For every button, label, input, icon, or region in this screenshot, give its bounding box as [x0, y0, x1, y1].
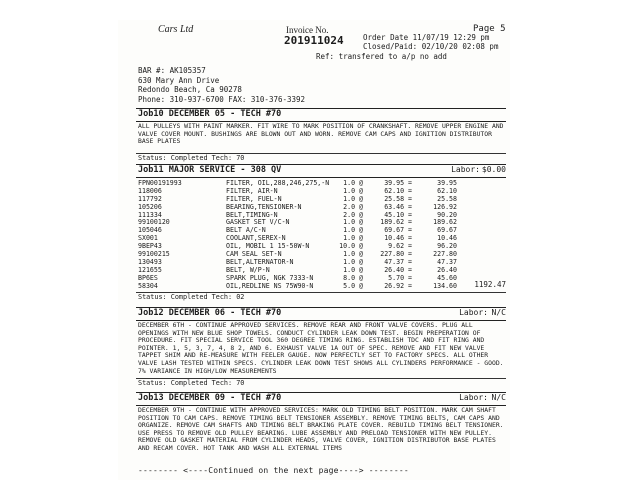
job-12-header — [136, 307, 506, 321]
invoice-number: 201911024 — [284, 34, 344, 47]
part-number: 117792 — [138, 194, 162, 203]
part-unit-price: 25.58 = — [384, 194, 412, 203]
part-unit-price: 9.62 = — [388, 242, 412, 251]
part-unit-price: 10.46 = — [384, 234, 412, 243]
part-description: OIL, MOBIL 1 15-50W-N — [226, 242, 310, 251]
part-number: 9BEP43 — [138, 242, 162, 251]
part-number: 111334 — [138, 210, 162, 219]
job-12 — [136, 307, 506, 387]
part-description: BEARING,TENSIONER-N — [226, 202, 302, 211]
part-description: BELT, W/P-N — [226, 265, 270, 274]
part-number: FPN00191993 — [138, 179, 182, 187]
part-unit-price: 189.62 = — [380, 218, 412, 227]
part-number: 130493 — [138, 257, 162, 266]
part-description: BELT A/C-N — [226, 226, 266, 235]
customer-block — [138, 66, 305, 104]
part-unit-price: 45.10 = — [384, 210, 412, 219]
job-12-title: Job12 DECEMBER 06 - TECH #70 — [138, 308, 282, 318]
job-12-labor-value: N/C — [491, 308, 506, 317]
address-line-2: Redondo Beach, Ca 90278 — [138, 85, 242, 94]
part-quantity: 5.0 @ — [343, 281, 363, 290]
part-number: 58304 — [138, 281, 158, 290]
part-extended-price: 62.10 — [437, 186, 457, 195]
part-description: FILTER, AIR-N — [226, 186, 278, 195]
part-extended-price: 25.58 — [437, 194, 457, 203]
part-unit-price: 26.92 = — [384, 281, 412, 290]
part-quantity: 1.0 @ — [343, 234, 363, 243]
part-number: 121655 — [138, 265, 162, 274]
part-number: 99100120 — [138, 218, 170, 227]
part-description: BELT,ALTERNATOR-N — [226, 257, 294, 266]
continued-footer: -------- <----Continued on the next page----> -------- — [138, 466, 409, 475]
part-number: SX001 — [138, 234, 158, 243]
job-13-description: DECEMBER 9TH - CONTINUE WITH APPROVED SERVICES: MARK OLD TIMING BELT POSITION. MARK CAM SHAFT POSITION TO CAM CAPS. REMOVE TIMING BELT TENSIONER ASSEMBLY. REMOVE TIMING BELTS, CAM CAPS AND ORGANIZE. REMOVE CAM SHAFTS AND TIMING BELT BRAKING PLATE COVER. REBUILD TIMING BELT TENSIONER. USE PRESS TO REMOVE OLD PULLEY BEARING. LUBE ASSEMBLY AND PRELOAD TENSIONER WITH NEW PULLEY. REMOVE OLD GASKET MATERIAL FROM CYLINDER HEADS, VALVE COVER, IGNITION DISTRIBUTOR BASE PLATES AND RECAM COVER. HOT TANK AND WASH ALL EXTERNAL ITEMS — [138, 406, 504, 452]
part-quantity: 1.0 @ — [343, 186, 363, 195]
bar-number: BAR #: AK105357 — [138, 66, 206, 75]
job-13-labor-value: N/C — [491, 393, 506, 402]
part-extended-price: 227.80 — [433, 250, 457, 259]
part-description: BELT,TIMING-N — [226, 210, 278, 219]
job-11-labor-value: $0.00 — [481, 165, 506, 174]
job-11-title: Job11 MAJOR SERVICE - 308 QV — [138, 165, 282, 175]
part-unit-price: 69.67 = — [384, 226, 412, 235]
job-11 — [136, 164, 506, 301]
job-12-labor-label: Labor: — [459, 308, 488, 317]
part-unit-price: 39.95 = — [384, 179, 412, 187]
part-unit-price: 47.37 = — [384, 257, 412, 266]
part-quantity: 1.0 @ — [343, 218, 363, 227]
job-12-description: DECEMBER 6TH - CONTINUE APPROVED SERVICES. REMOVE REAR AND FRONT VALVE COVERS. PLUG ALL OPENINGS WITH NEW BLUE SHOP TOWELS. CONDUCT CYLINDER LEAK DOWN TEST. BEGIN PREPERATION OF PROCEDURE. FIT SPECIAL SERVICE TOOL 360 DEGREE TIMING RING. ESTABLISH TDC AND FIT RING AND POINTER. 1, 5, 3, 7, 4, 8 2, AND 6. EXHAUST VALVE 1A OUT OF SPEC. REMOVE AND FIT NEW VALVE TAPPET SHIM AND RE-MEASURE WITH FEELER GAUGE. NOW PERFECTLY SET TO FACTORY SPECS. ALL OTHER VALVE LASH TESTED WITHIN SPECS. CYLINDER LEAK DOWN TEST SHOWS ALL CYLINDERS PERFORMANCE - GOOD. 7% VARIANCE IN HIGH/LOW MEASUREMENTS — [138, 321, 504, 375]
part-description: GASKET SET V/C-N — [226, 218, 290, 227]
part-number: 99100215 — [138, 250, 170, 259]
part-extended-price: 45.60 — [437, 273, 457, 282]
part-unit-price: 63.46 = — [384, 202, 412, 211]
job-10-description: ALL PULLEYS WITH PAINT MARKER. FIT WIRE TO MARK POSITION OF CRANKSHAFT. REMOVE UPPER ENGINE AND VALVE COVER MOUNT. BUSHINGS ARE BLOWN OUT AND WORN. REMOVE CAM CAPS AND IGNITION DISTRIBUTOR BASE PLATES — [138, 122, 504, 146]
part-extended-price: 126.92 — [433, 202, 457, 211]
part-extended-price: 26.40 — [437, 265, 457, 274]
address-line-1: 630 Mary Ann Drive — [138, 75, 220, 85]
part-quantity: 1.0 @ — [343, 257, 363, 266]
part-extended-price: 10.46 — [437, 234, 457, 243]
part-description: SPARK PLUG, NGK 7333-N — [226, 273, 314, 282]
job-13 — [136, 392, 506, 454]
part-quantity: 1.0 @ — [343, 265, 363, 274]
part-quantity: 1.0 @ — [343, 250, 363, 259]
reference-note: Ref: transfered to a/p no add — [316, 52, 447, 61]
company-name: Cars Ltd — [158, 24, 194, 35]
part-unit-price: 26.40 = — [384, 265, 412, 274]
job-10-header — [136, 108, 506, 122]
part-quantity: 1.0 @ — [343, 194, 363, 203]
part-extended-price: 96.20 — [437, 242, 457, 251]
part-quantity: 1.0 @ — [343, 226, 363, 235]
closed-paid-date: Closed/Paid: 02/10/20 02:08 pm — [363, 42, 499, 51]
part-number: BP6ES — [138, 273, 158, 282]
part-extended-price: 134.60 — [433, 281, 457, 290]
part-quantity: 2.0 @ — [343, 210, 363, 219]
part-quantity: 8.0 @ — [343, 273, 363, 282]
job-12-status: Status: Completed Tech: 70 — [136, 378, 506, 387]
part-quantity: 1.0 @ — [343, 179, 363, 187]
job-13-header — [136, 392, 506, 406]
job-11-labor-label: Labor: — [451, 165, 480, 174]
part-extended-price: 90.20 — [437, 210, 457, 219]
part-description: OIL,REDLINE NS 75W90-N — [226, 281, 314, 290]
job-11-header — [136, 164, 506, 178]
part-extended-price: 189.62 — [433, 218, 457, 227]
part-description: CAM SEAL SET-N — [226, 250, 282, 259]
part-extended-price: 47.37 — [437, 257, 457, 266]
part-extended-price: 69.67 — [437, 226, 457, 235]
invoice-label: Invoice No. — [286, 25, 329, 35]
part-number: 105206 — [138, 202, 162, 211]
part-unit-price: 5.70 = — [388, 273, 412, 282]
page-number: Page 5 — [473, 24, 506, 34]
job-10-title: Job10 DECEMBER 05 - TECH #70 — [138, 109, 282, 119]
part-unit-price: 62.10 = — [384, 186, 412, 195]
part-unit-price: 227.80 = — [380, 250, 412, 259]
parts-table — [136, 180, 506, 290]
job-10-status: Status: Completed Tech: 70 — [136, 153, 506, 162]
parts-total: 1192.47 — [474, 280, 506, 290]
phone-fax: Phone: 310-937-6700 FAX: 310-376-3392 — [138, 94, 306, 104]
part-number: 118006 — [138, 186, 162, 195]
job-13-title: Job13 DECEMBER 09 - TECH #70 — [138, 393, 282, 403]
part-description: COOLANT,SEREX-N — [226, 234, 286, 243]
order-date: Order Date 11/07/19 12:29 pm — [363, 33, 490, 42]
job-13-labor-label: Labor: — [459, 393, 488, 402]
part-number: 105046 — [138, 226, 162, 235]
part-description: FILTER, OIL,288,246,275,-N — [226, 179, 330, 187]
part-quantity: 10.0 @ — [339, 242, 363, 251]
table-row — [136, 280, 506, 291]
job-11-status: Status: Completed Tech: 02 — [136, 292, 506, 301]
part-extended-price: 39.95 — [437, 179, 457, 187]
job-10 — [136, 108, 506, 162]
part-description: FILTER, FUEL-N — [226, 194, 282, 203]
invoice-page — [118, 20, 510, 480]
part-quantity: 2.0 @ — [343, 202, 363, 211]
